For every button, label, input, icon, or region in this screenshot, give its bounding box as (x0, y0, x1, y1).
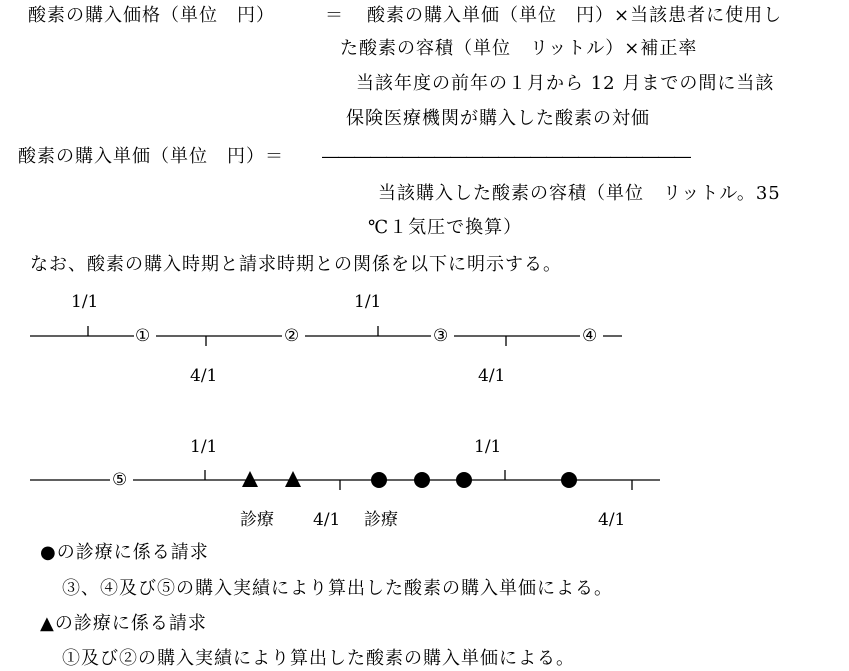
date-label-bottom: 4/1 (598, 510, 626, 530)
date-label-bottom: 4/1 (478, 366, 506, 386)
triangle-marker (242, 471, 258, 487)
circle-marker (371, 472, 387, 488)
formula1-rhs-line2: た酸素の容積（単位 リットル）×補正率 (340, 38, 698, 59)
equals-sign: ＝ (325, 5, 344, 26)
shinryo-label: 診療 (364, 510, 398, 530)
date-label-top: 1/1 (71, 292, 99, 312)
marker-5: ⑤ (112, 470, 128, 490)
triangle-note-body: ①及び②の購入実績により算出した酸素の購入単価による。 (62, 648, 575, 669)
circle-note-heading: ●の診療に係る請求 (40, 542, 209, 563)
date-label-top: 1/1 (190, 437, 218, 457)
circle-note-body: ③、④及び⑤の購入実績により算出した酸素の購入単価による。 (62, 578, 613, 599)
formula1-rhs-line1: 酸素の購入単価（単位 円）×当該患者に使用し (367, 5, 783, 26)
numerator-line1: 当該年度の前年の１月から 12 月までの間に当該 (356, 73, 775, 94)
triangle-marker (285, 471, 301, 487)
unit-price-label: 酸素の購入単価（単位 円）＝ (18, 146, 284, 167)
circle-marker (561, 472, 577, 488)
date-label-bottom: 4/1 (190, 366, 218, 386)
circle-marker (456, 472, 472, 488)
date-label-top: 1/1 (474, 437, 502, 457)
denominator-line1: 当該購入した酸素の容積（単位 リットル。35 (378, 183, 781, 204)
numerator-line2: 保険医療機関が購入した酸素の対価 (346, 108, 650, 129)
marker-4: ④ (582, 326, 598, 346)
shinryo-label: 診療 (240, 510, 274, 530)
date-label-bottom: 4/1 (313, 510, 341, 530)
marker-1: ① (135, 326, 151, 346)
circle-marker (414, 472, 430, 488)
denominator-line2: ℃１気圧で換算） (368, 217, 523, 238)
date-label-top: 1/1 (354, 292, 382, 312)
fraction-bar: ――――――――――――――――――――――― (322, 147, 690, 167)
marker-3: ③ (433, 326, 449, 346)
intro-text: なお、酸素の購入時期と請求時期との関係を以下に明示する。 (30, 254, 562, 275)
triangle-note-heading: ▲の診療に係る請求 (40, 613, 207, 634)
purchase-price-label: 酸素の購入価格（単位 円） (28, 5, 275, 26)
marker-2: ② (284, 326, 300, 346)
